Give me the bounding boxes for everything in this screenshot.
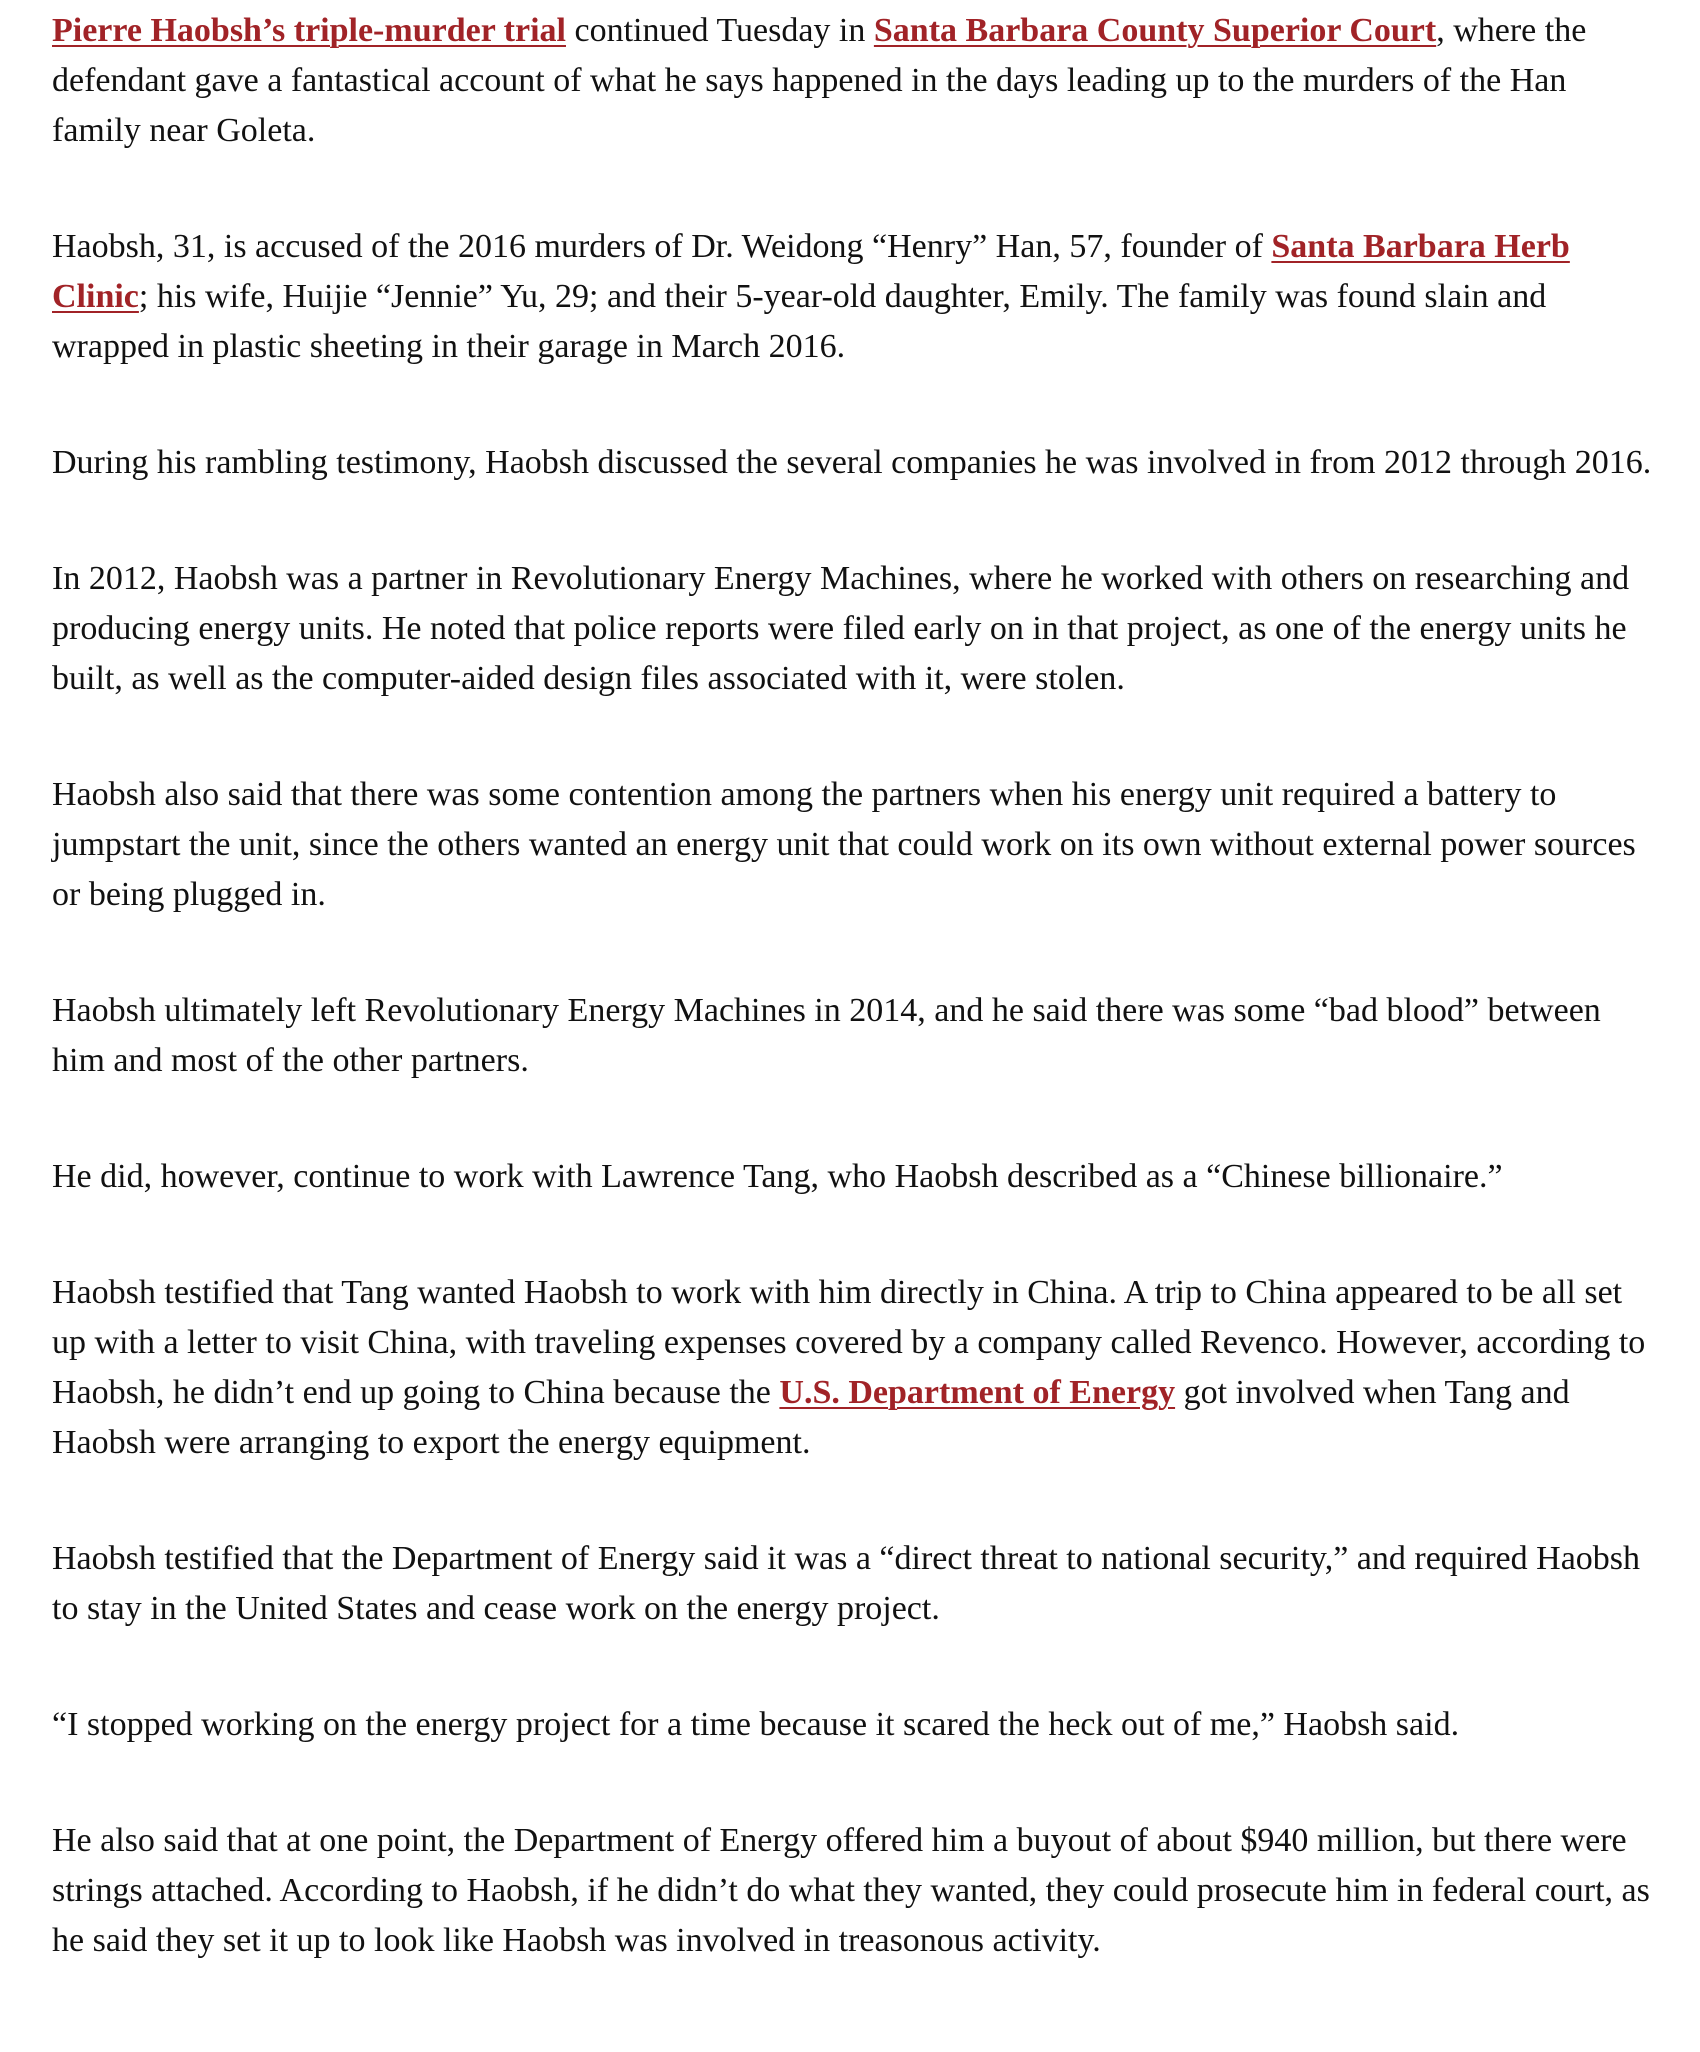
paragraph-9: Haobsh testified that the Department of Energy said it was a “direct threat to national security,” and required Haobsh to stay in the United States and cease work on the energy project. xyxy=(52,1540,1641,1627)
paragraph-7: He did, however, continue to work with Lawrence Tang, who Haobsh described as a “Chinese billionaire.” xyxy=(52,1158,1503,1195)
article-body xyxy=(52,6,1662,1966)
paragraph-8-text-a: Haobsh testified that Tang wanted Haobsh to work with him directly in China. A trip to China appeared to be all set up with a letter to visit China, with traveling expenses covered by a company called Revenco. However, according to Haobsh, he didn’t end up going to China because the xyxy=(52,1274,1646,1411)
paragraph-1-text-a: continued Tuesday in xyxy=(565,12,874,49)
paragraph-8-text-b: got involved when Tang and Haobsh were arranging to export the energy equipment. xyxy=(52,1374,1570,1461)
paragraph-4: In 2012, Haobsh was a partner in Revolutionary Energy Machines, where he worked with others on researching and producing energy units. He noted that police reports were filed early on in that project, as one of the energy units he built, as well as the computer-aided design files associated with it, were stolen. xyxy=(52,560,1630,697)
paragraph-5: Haobsh also said that there was some contention among the partners when his energy unit required a battery to jumpstart the unit, since the others wanted an energy unit that could work on its own without external power sources or being plugged in. xyxy=(52,776,1636,913)
paragraph-2-text-a: Haobsh, 31, is accused of the 2016 murders of Dr. Weidong “Henry” Han, 57, founder of xyxy=(52,228,1272,265)
link-santa-barbara-herb-clinic[interactable]: Santa Barbara Herb Clinic xyxy=(52,228,1570,315)
paragraph-2 xyxy=(52,222,1662,372)
paragraph-6: Haobsh ultimately left Revolutionary Energy Machines in 2014, and he said there was some “bad blood” between him and most of the other partners. xyxy=(52,992,1601,1079)
link-us-department-of-energy[interactable]: U.S. Department of Energy xyxy=(779,1374,1176,1411)
link-santa-barbara-county-superior-court[interactable]: Santa Barbara County Superior Court xyxy=(873,12,1437,49)
paragraph-8 xyxy=(52,1268,1662,1468)
paragraph-3: During his rambling testimony, Haobsh discussed the several companies he was involved in from 2012 through 2016. xyxy=(52,444,1652,481)
paragraph-1 xyxy=(52,6,1662,156)
paragraph-10: “I stopped working on the energy project for a time because it scared the heck out of me,” Haobsh said. xyxy=(52,1706,1460,1743)
paragraph-11: He also said that at one point, the Department of Energy offered him a buyout of about $940 million, but there were strings attached. According to Haobsh, if he didn’t do what they wanted, they could prosecute him in federal court, as he said they set it up to look like Haobsh was involved in treasonous activity. xyxy=(52,1822,1650,1959)
link-pierre-haobsh-trial[interactable]: Pierre Haobsh’s triple-murder trial xyxy=(52,12,566,49)
paragraph-2-text-b: ; his wife, Huijie “Jennie” Yu, 29; and their 5-year-old daughter, Emily. The family was found slain and wrapped in plastic sheeting in their garage in March 2016. xyxy=(52,278,1547,365)
paragraph-1-text-b: , where the defendant gave a fantastical account of what he says happened in the days leading up to the murders of the Han family near Goleta. xyxy=(52,12,1587,149)
